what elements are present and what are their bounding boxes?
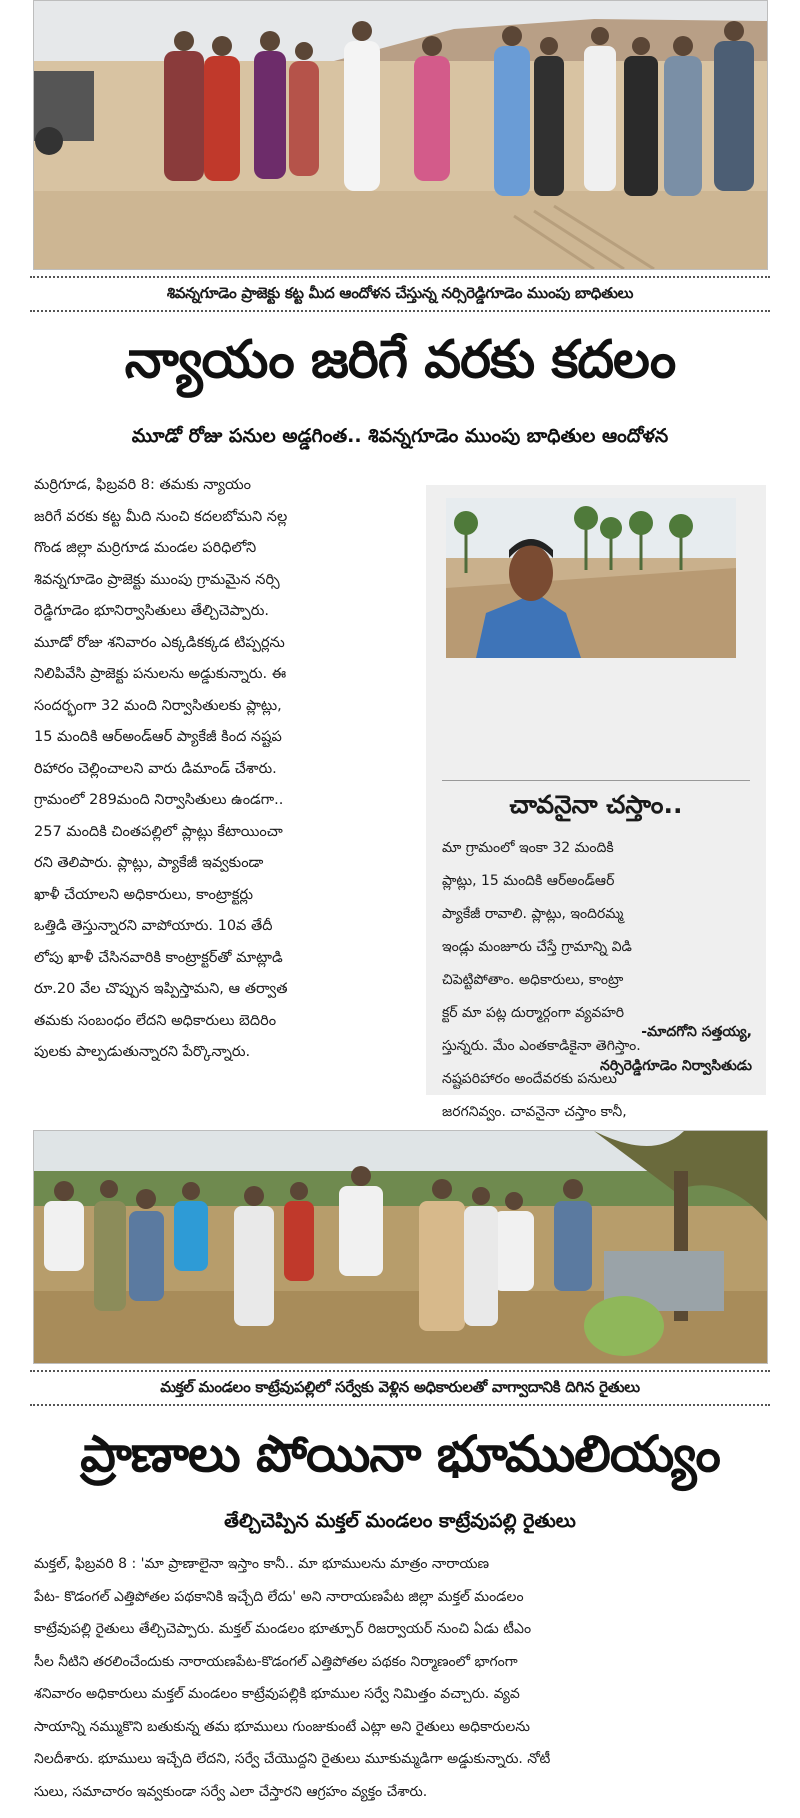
quote-line: ప్యాకేజీ రావాలి. ప్లాట్లు, ఇందిరమ్మ xyxy=(442,906,624,922)
body-line: 257 మందికి చింతపల్లిలో ప్లాట్లు కేటాయించా xyxy=(34,823,283,840)
body-line: నిలదీశారు. భూములు ఇచ్చేది లేదని, సర్వే చేయొద్దని రైతులు మూకుమ్మడిగా అడ్డుకున్నారు. నోటీ xyxy=(34,1751,551,1767)
body-line: శివన్నగూడెం ప్రాజెక్టు ముంపు గ్రామమైన నర్సి xyxy=(34,571,280,588)
quote-line: జరగనివ్వం. చావనైనా చస్తాం కానీ, xyxy=(442,1104,627,1120)
protest-photo xyxy=(33,0,768,270)
body-line: సందర్భంగా 32 మంది నిర్వాసితులకు ప్లాట్లు, xyxy=(34,697,282,714)
body-line: సులు, సమాచారం ఇవ్వకుండా సర్వే ఎలా చేస్తారని ఆగ్రహం వ్యక్తం చేశారు. xyxy=(34,1783,428,1800)
photo-caption-2: మక్తల్ మండలం కాట్రేవుపల్లిలో సర్వేకు వెళ్లిన అధికారులతో వాగ్వాదానికి దిగిన రైతులు xyxy=(160,1378,640,1396)
body-line: శనివారం అధికారులు మక్తల్ మండలం కాట్రేవుపల్లికి భూముల సర్వే నిమిత్తం వచ్చారు. వ్యవ xyxy=(34,1686,520,1702)
quote-line: నష్టపరిహారం అందేవరకు పనులు xyxy=(442,1071,617,1087)
headline: న్యాయం జరిగే వరకు కదలం xyxy=(124,330,676,390)
body-line: మూడో రోజు శనివారం ఎక్కడికక్కడ టిప్పర్లను xyxy=(34,634,285,651)
body-line: రూ.20 వేల చొప్పున ఇప్పిస్తామని, ఆ తర్వాత xyxy=(34,981,288,997)
article-body-2 xyxy=(34,1548,766,1808)
body-line: గొండ జిల్లా మర్రిగూడ మండల పరిధిలోని xyxy=(34,540,257,556)
quote-signature-name: -మాదగోని సత్తయ్య, xyxy=(641,1024,752,1040)
quote-line: మా గ్రామంలో ఇంకా 32 మందికి xyxy=(442,840,614,856)
body-line: లోపు ఖాళీ చేసినవారికి కాంట్రాక్టర్‌తో మాట్లాడి xyxy=(34,949,283,966)
article-body xyxy=(34,470,406,1069)
body-line: నిలిపివేసి ప్రాజెక్టు పనులను అడ్డుకున్నారు. ఈ xyxy=(34,666,287,682)
body-line: మర్రిగూడ, ఫిబ్రవరి 8: తమకు న్యాయం xyxy=(34,477,251,493)
body-line: రిహారం చెల్లించాలని వారు డిమాండ్ చేశారు. xyxy=(34,760,277,777)
subhead: మూడో రోజు పనుల అడ్డగింత.. శివన్నగూడెం ముంపు బాధితుల ఆందోళన xyxy=(131,425,669,447)
quote-line: ఇండ్లు మంజూరు చేస్తే గ్రామాన్ని విడి xyxy=(442,939,632,955)
quote-line: ప్లాట్లు, 15 మందికి ఆర్‌అండ్‌ఆర్ xyxy=(442,873,615,889)
body-line: పులకు పాల్పడుతున్నారని పేర్కొన్నారు. xyxy=(34,1044,251,1060)
body-line: మక్తల్, ఫిబ్రవరి 8 : 'మా ప్రాణాలైనా ఇస్తాం కానీ.. మా భూములను మాత్రం నారాయణ xyxy=(34,1556,490,1572)
quote-title: చావనైనా చస్తాం.. xyxy=(509,790,683,819)
body-line: ఒత్తిడి తెస్తున్నారని వాపోయారు. 10వ తేదీ xyxy=(34,918,273,934)
body-line: రెడ్డిగూడెం భూనిర్వాసితులు తేల్చిచెప్పారు. xyxy=(34,603,270,619)
quote-line: చిపెట్టిపోతాం. అధికారులు, కాంట్రా xyxy=(442,972,624,988)
quote-line: క్టర్ మా పట్ల దుర్మార్గంగా వ్యవహరి xyxy=(442,1005,625,1021)
body-line: గ్రామంలో 289మంది నిర్వాసితులు ఉండగా.. xyxy=(34,792,284,808)
photo-caption: శివన్నగూడెం ప్రాజెక్టు కట్ట మీద ఆందోళన చేస్తున్న నర్సిరెడ్డిగూడెం ముంపు బాధితులు xyxy=(166,284,634,302)
body-line: సీల నీటిని తరలించేందుకు నారాయణపేట-కొడంగల్ ఎత్తిపోతల పథకం నిర్మాణంలో భాగంగా xyxy=(34,1653,518,1670)
body-line: 15 మందికి ఆర్‌అండ్‌ఆర్ ప్యాకేజీ కింద నష్టప xyxy=(34,729,282,745)
subhead-2: తేల్చిచెప్పిన మక్తల్ మండలం కాట్రేవుపల్లి రైతులు xyxy=(224,1510,576,1532)
body-line: తమకు సంబంధం లేదని అధికారులు బెదిరిం xyxy=(34,1012,277,1029)
body-line: పేట- కొడంగల్ ఎత్తిపోతల పథకానికి ఇచ్చేది లేదు' అని నారాయణపేట జిల్లా మక్తల్ మండలం xyxy=(34,1588,524,1605)
headline-2: ప్రాణాలు పోయినా భూములియ్యం xyxy=(80,1425,720,1483)
quote-signature-place: నర్సిరెడ్డిగూడెం నిర్వాసితుడు xyxy=(600,1058,752,1074)
body-line: కాట్రేవుపల్లి రైతులు తేల్చిచెప్పారు. మక్తల్ మండలం భూత్పూర్ రిజర్వాయర్ నుంచి ఏడు టీఎం xyxy=(34,1621,532,1637)
body-line: ఖాళీ చేయాలని అధికారులు, కాంట్రాక్టర్లు xyxy=(34,886,253,903)
quote-line: స్తున్నరు. మేం ఎంతకాడికైనా తెగిస్తాం. xyxy=(442,1038,641,1054)
body-line: జరిగే వరకు కట్ట మీది నుంచి కదలబోమని నల్ల xyxy=(34,508,288,525)
survey-photo xyxy=(33,1130,768,1364)
quote-text xyxy=(442,832,756,1162)
body-line: రని తెలిపారు. ప్లాట్లు, ప్యాకేజీ ఇవ్వకుండా xyxy=(34,855,264,871)
body-line: సాయాన్ని నమ్ముకొని బతుకున్న తమ భూములు గుంజుకుంటే ఎట్లా అని రైతులు అధికారులను xyxy=(34,1718,531,1735)
portrait-photo xyxy=(446,498,736,658)
